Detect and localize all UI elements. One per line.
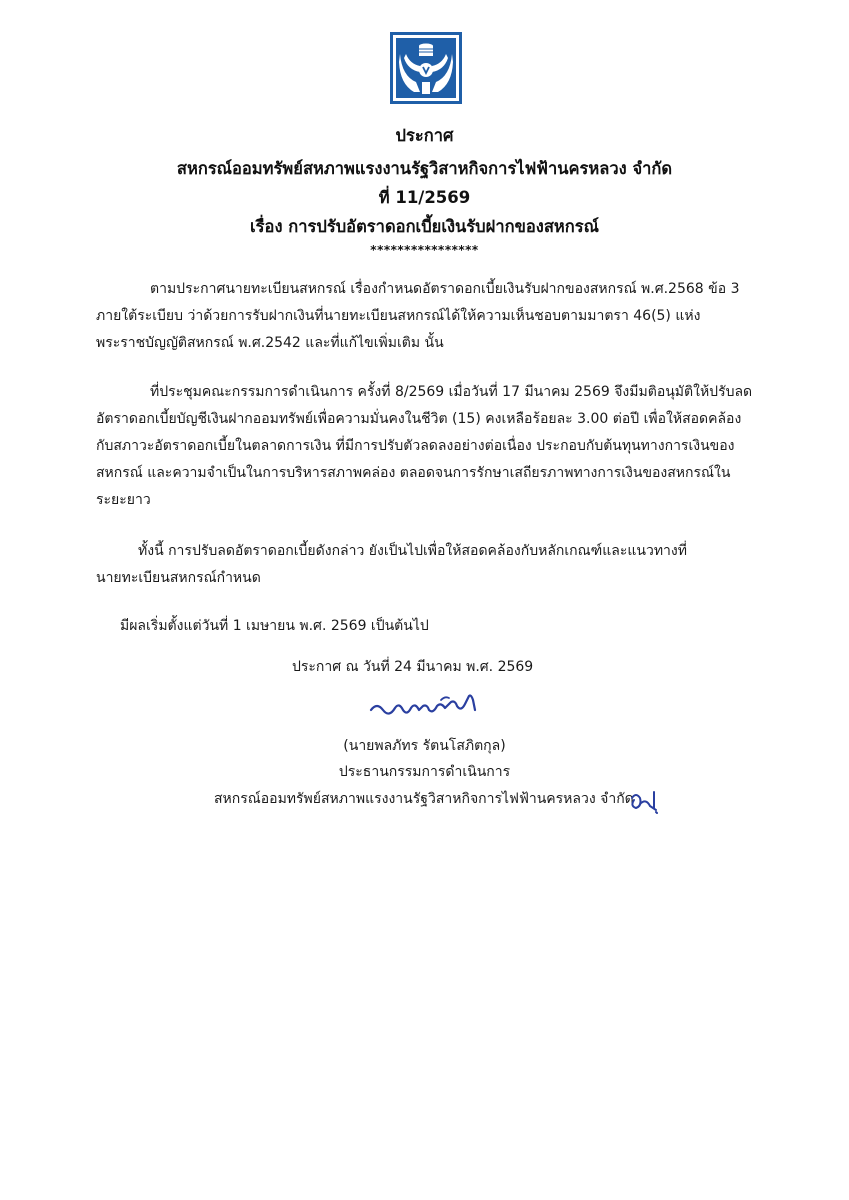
announcement-subject: เรื่อง การปรับอัตราดอกเบี้ยเงินรับฝากของสหกรณ์ [250, 217, 599, 236]
organization-name: สหกรณ์ออมทรัพย์สหภาพแรงงานรัฐวิสาหกิจการไฟฟ้านครหลวง จำกัด [176, 159, 673, 178]
paragraph-2-line-2: อัตราดอกเบี้ยบัญชีเงินฝากออมทรัพย์เพื่อความมั่นคงในชีวิต (15) คงเหลือร้อยละ 3.00 ต่อปี เพื่อให้สอดคล้อง [96, 411, 742, 427]
signatory-position: ประธานกรรมการดำเนินการ [338, 764, 511, 780]
paragraph-2-line-5: ระยะยาว [96, 492, 151, 508]
announcement-title: ประกาศ [395, 126, 454, 145]
paragraph-1-line-1: ตามประกาศนายทะเบียนสหกรณ์ เรื่องกำหนดอัตราดอกเบี้ยเงินรับฝากของสหกรณ์ พ.ศ.2568 ข้อ 3 [150, 281, 740, 297]
heading-separator: **************** [370, 243, 479, 257]
paragraph-3-line-1: ทั้งนี้ การปรับลดอัตราดอกเบี้ยดังกล่าว ยังเป็นไปเพื่อให้สอดคล้องกับหลักเกณฑ์และแนวทางที่ [138, 543, 687, 559]
handwritten-signature-icon [365, 688, 495, 722]
effective-date: มีผลเริ่มตั้งแต่วันที่ 1 เมษายน พ.ศ. 2569 เป็นต้นไป [120, 618, 429, 634]
paragraph-1-line-3: พระราชบัญญัติสหกรณ์ พ.ศ.2542 และที่แก้ไขเพิ่มเติม นั้น [96, 335, 444, 351]
announcement-number: ที่ 11/2569 [378, 188, 471, 207]
paragraph-2-line-4: สหกรณ์ และความจำเป็นในการบริหารสภาพคล่อง ตลอดจนการรักษาเสถียรภาพทางการเงินของสหกรณ์ใน [96, 465, 731, 481]
cooperative-hands-logo-icon [390, 32, 462, 104]
paragraph-1-line-2: ภายใต้ระเบียบ ว่าด้วยการรับฝากเงินที่นายทะเบียนสหกรณ์ได้ให้ความเห็นชอบตามมาตรา 46(5) แห่ง [96, 308, 701, 324]
paragraph-2-line-1: ที่ประชุมคณะกรรมการดำเนินการ ครั้งที่ 8/2569 เมื่อวันที่ 17 มีนาคม 2569 จึงมีมติอนุมัติให้ปรับลด [150, 384, 753, 400]
signatory-name: (นายพลภัทร รัตนโสภิตกุล) [343, 738, 506, 754]
signatory-organization: สหกรณ์ออมทรัพย์สหภาพแรงงานรัฐวิสาหกิจการไฟฟ้านครหลวง จำกัด [214, 791, 634, 807]
paragraph-3-line-2: นายทะเบียนสหกรณ์กำหนด [96, 570, 261, 586]
announced-date: ประกาศ ณ วันที่ 24 มีนาคม พ.ศ. 2569 [292, 659, 534, 675]
paragraph-2-line-3: กับสภาวะอัตราดอกเบี้ยในตลาดการเงิน ที่มีการปรับตัวลดลงอย่างต่อเนื่อง ประกอบกับต้นทุนทางการเงินของ [96, 438, 735, 454]
handwritten-initial-icon [626, 788, 662, 816]
